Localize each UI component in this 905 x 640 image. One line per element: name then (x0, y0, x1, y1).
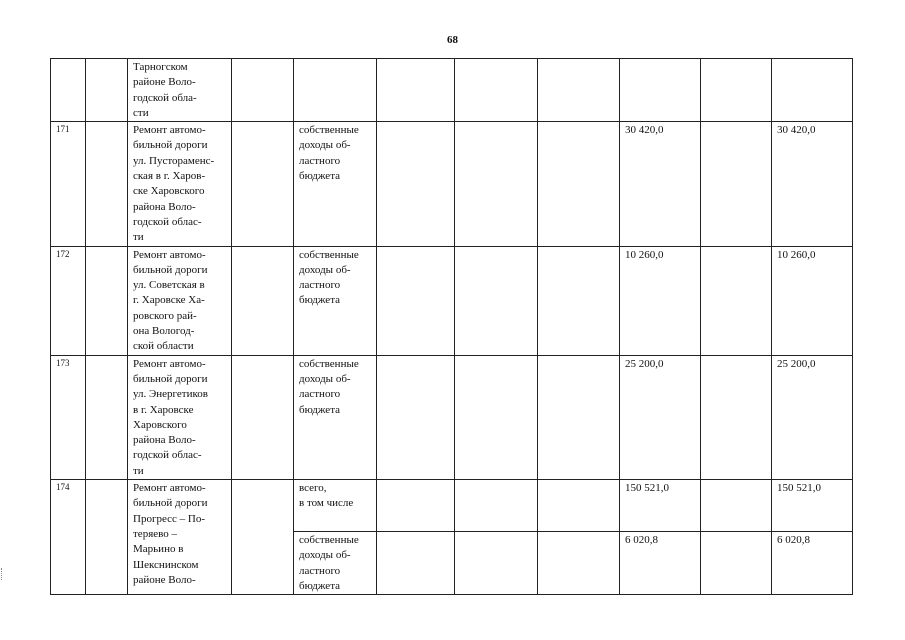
cell-empty (538, 59, 620, 122)
cell-empty (455, 122, 538, 246)
name-line: годской облас- (133, 215, 202, 228)
name-line: годской обла- (133, 91, 197, 104)
cell-amount: 30 420,0 (772, 122, 853, 246)
cell-amount: 6 020,8 (772, 532, 853, 595)
name-line: Ремонт автомо- (133, 482, 206, 495)
source-line: доходы об- (299, 139, 351, 152)
cell-empty (701, 355, 772, 479)
source-line: доходы об- (299, 263, 351, 276)
name-line: бильной дороги (133, 263, 208, 276)
source-line: бюджета (299, 403, 341, 416)
cell-amount: 25 200,0 (772, 355, 853, 479)
cell-object-name (128, 355, 232, 479)
name-line: района Воло- (133, 434, 196, 447)
cell-empty (701, 59, 772, 122)
name-line: района Воло- (133, 200, 196, 213)
cell-empty (232, 246, 294, 355)
name-line: ровского рай- (133, 309, 197, 322)
source-line: в том числе (299, 497, 354, 510)
cell-amount: 10 260,0 (620, 246, 701, 355)
name-line: в г. Харовске (133, 403, 194, 416)
table-row-174 (51, 480, 853, 532)
name-line: Тарногском (133, 61, 188, 73)
cell-empty (377, 480, 455, 532)
cell-empty (232, 480, 294, 595)
cell-empty (455, 246, 538, 355)
cell-empty (86, 246, 128, 355)
table-row-171 (51, 122, 853, 246)
cell-empty (455, 532, 538, 595)
name-line: Шекснинском (133, 558, 199, 571)
name-line: ти (133, 464, 144, 477)
cell-empty (701, 480, 772, 532)
name-line: Ремонт автомо- (133, 248, 206, 261)
cell-empty (86, 355, 128, 479)
name-line: Харовского (133, 418, 187, 431)
source-line: собственные (299, 124, 359, 137)
cell-empty (538, 246, 620, 355)
cell-empty (86, 59, 128, 122)
name-line: Марьино в (133, 543, 184, 556)
cell-object-name (128, 122, 232, 246)
cell-num (51, 59, 86, 122)
name-line: Прогресс – По- (133, 512, 205, 525)
name-line: ти (133, 231, 144, 244)
cell-empty (377, 246, 455, 355)
cell-empty (86, 122, 128, 246)
name-line: бильной дороги (133, 139, 208, 152)
source-line: ластного (299, 388, 341, 401)
cell-amount: 150 521,0 (772, 480, 853, 532)
cell-object-name (128, 480, 232, 595)
name-line: г. Харовске Ха- (133, 294, 205, 307)
cell-empty (377, 59, 455, 122)
cell-num: 173 (51, 355, 86, 479)
name-line: Ремонт автомо- (133, 124, 206, 137)
name-line: ской области (133, 340, 194, 353)
cell-empty (455, 355, 538, 479)
source-line: собственные (299, 357, 359, 370)
cell-empty (377, 532, 455, 595)
source-line: бюджета (299, 579, 341, 592)
cell-empty (701, 122, 772, 246)
source-line: ластного (299, 279, 341, 292)
name-line: ская в г. Харов- (133, 170, 206, 183)
cell-empty (701, 532, 772, 595)
name-line: годской облас- (133, 449, 202, 462)
source-line: бюджета (299, 170, 341, 183)
cell-empty (455, 59, 538, 122)
source-line: бюджета (299, 294, 341, 307)
budget-table (50, 58, 853, 595)
name-line: бильной дороги (133, 372, 208, 385)
cell-amount: 25 200,0 (620, 355, 701, 479)
cell-empty (701, 246, 772, 355)
cell-empty (538, 532, 620, 595)
source-line: доходы об- (299, 372, 351, 385)
cell-empty (377, 122, 455, 246)
name-line: теряево – (133, 527, 177, 540)
cell-num: 174 (51, 480, 86, 595)
cell-funding-source (294, 532, 377, 595)
page-number: 68 (447, 34, 458, 46)
table-row-continued (51, 59, 853, 122)
table-row-172 (51, 246, 853, 355)
cell-funding-source (294, 480, 377, 532)
cell-empty (538, 355, 620, 479)
cell-empty (455, 480, 538, 532)
cell-empty (294, 59, 377, 122)
table-row-173 (51, 355, 853, 479)
name-line: Ремонт автомо- (133, 357, 206, 370)
name-line: ул. Энергетиков (133, 388, 208, 401)
name-line: районе Воло- (133, 76, 196, 89)
cell-amount: 10 260,0 (772, 246, 853, 355)
cell-funding-source (294, 355, 377, 479)
cell-amount: 150 521,0 (620, 480, 701, 532)
cell-empty (86, 480, 128, 595)
source-line: собственные (299, 248, 359, 261)
cell-num: 172 (51, 246, 86, 355)
name-line: ул. Советская в (133, 279, 205, 292)
cell-object-name (128, 59, 232, 122)
cell-empty (232, 122, 294, 246)
source-line: ластного (299, 154, 341, 167)
source-line: собственные (299, 534, 359, 547)
cell-empty (232, 355, 294, 479)
margin-mark (1, 568, 5, 580)
cell-empty (538, 480, 620, 532)
cell-amount: 30 420,0 (620, 122, 701, 246)
name-line: ул. Пустораменс- (133, 154, 215, 167)
name-line: сти (133, 106, 149, 119)
cell-amount: 6 020,8 (620, 532, 701, 595)
name-line: бильной дороги (133, 497, 208, 510)
cell-empty (377, 355, 455, 479)
name-line: ске Харовского (133, 185, 205, 198)
name-line: она Вологод- (133, 325, 195, 338)
cell-empty (772, 59, 853, 122)
cell-funding-source (294, 246, 377, 355)
source-line: доходы об- (299, 549, 351, 562)
cell-num: 171 (51, 122, 86, 246)
cell-funding-source (294, 122, 377, 246)
cell-empty (232, 59, 294, 122)
cell-empty (538, 122, 620, 246)
cell-empty (620, 59, 701, 122)
name-line: районе Воло- (133, 573, 196, 586)
source-line: всего, (299, 482, 327, 495)
source-line: ластного (299, 564, 341, 577)
cell-object-name (128, 246, 232, 355)
